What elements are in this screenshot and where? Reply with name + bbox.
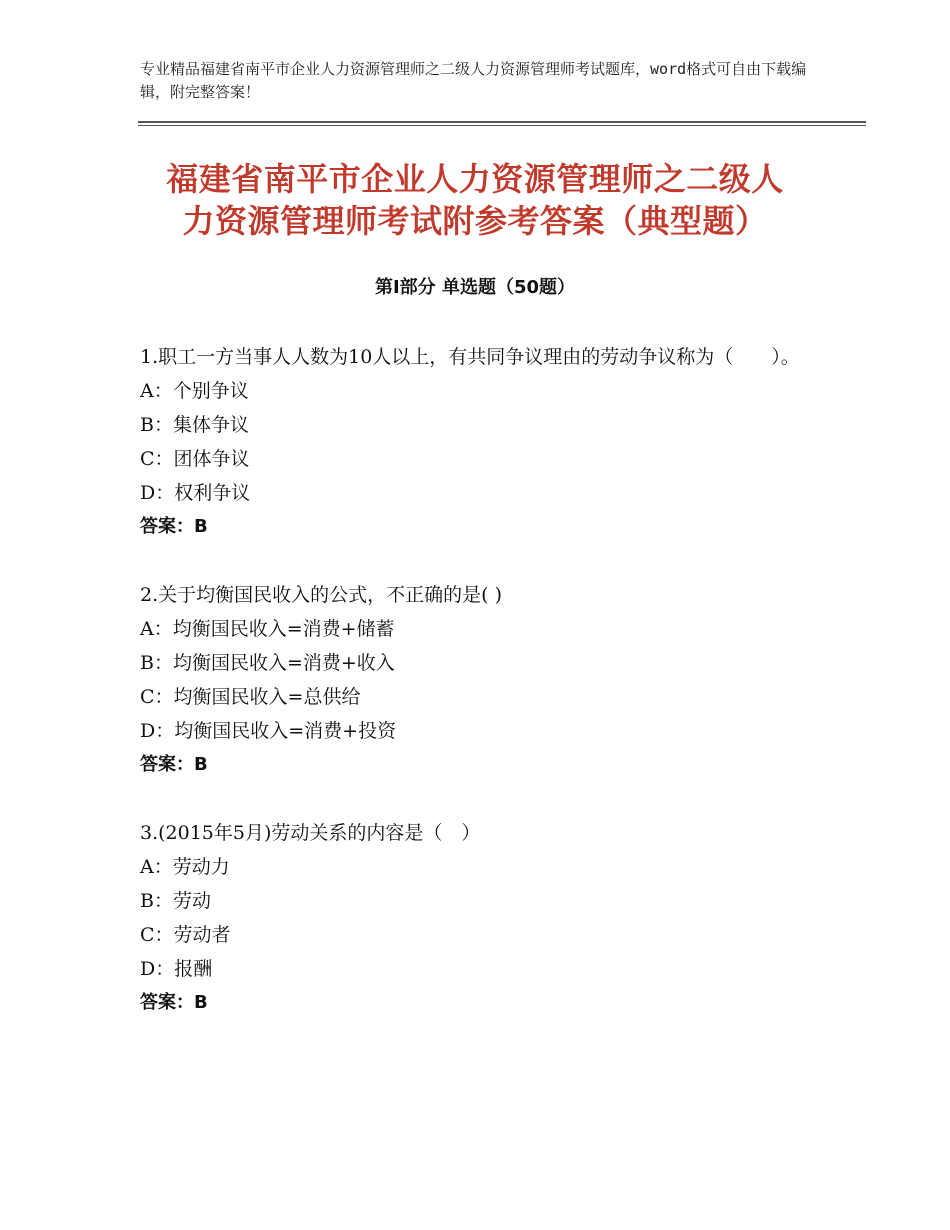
option-a: A：劳动力 — [140, 856, 230, 878]
title-line-1: 福建省南平市企业人力资源管理师之二级人 — [166, 160, 784, 198]
header-divider-thin — [138, 125, 866, 126]
title-line-2: 力资源管理师考试附参考答案（典型题） — [182, 202, 768, 240]
answer: 答案：B — [140, 992, 208, 1013]
section-title: 第Ⅰ部分 单选题（50题） — [374, 277, 575, 298]
question-list — [140, 340, 820, 1054]
answer: 答案：B — [140, 516, 208, 537]
question-2 — [140, 578, 820, 782]
question-stem: 2.关于均衡国民收入的公式，不正确的是( ) — [140, 584, 502, 606]
question-stem: 3.(2015年5月)劳动关系的内容是（ ） — [140, 822, 481, 844]
option-c: C：劳动者 — [140, 924, 231, 946]
option-b: B：劳动 — [140, 890, 211, 912]
question-3 — [140, 816, 820, 1020]
option-d: D：权利争议 — [140, 482, 251, 504]
option-b: B：均衡国民收入=消费+收入 — [140, 652, 395, 674]
option-a: A：个别争议 — [140, 380, 249, 402]
question-1 — [140, 340, 820, 544]
option-a: A：均衡国民收入=消费+储蓄 — [140, 618, 395, 640]
option-c: C：均衡国民收入=总供给 — [140, 686, 361, 708]
answer: 答案：B — [140, 754, 208, 775]
option-d: D：均衡国民收入=消费+投资 — [140, 720, 397, 742]
option-b: B：集体争议 — [140, 414, 249, 436]
option-c: C：团体争议 — [140, 448, 250, 470]
document-title — [100, 158, 850, 242]
option-d: D：报酬 — [140, 958, 213, 980]
header-divider — [138, 121, 866, 123]
header-note: 专业精品福建省南平市企业人力资源管理师之二级人力资源管理师考试题库，word格式可自由下载编辑，附完整答案！ — [140, 60, 807, 101]
question-stem: 1.职工一方当事人人数为10人以上，有共同争议理由的劳动争议称为（ ）。 — [140, 346, 800, 368]
